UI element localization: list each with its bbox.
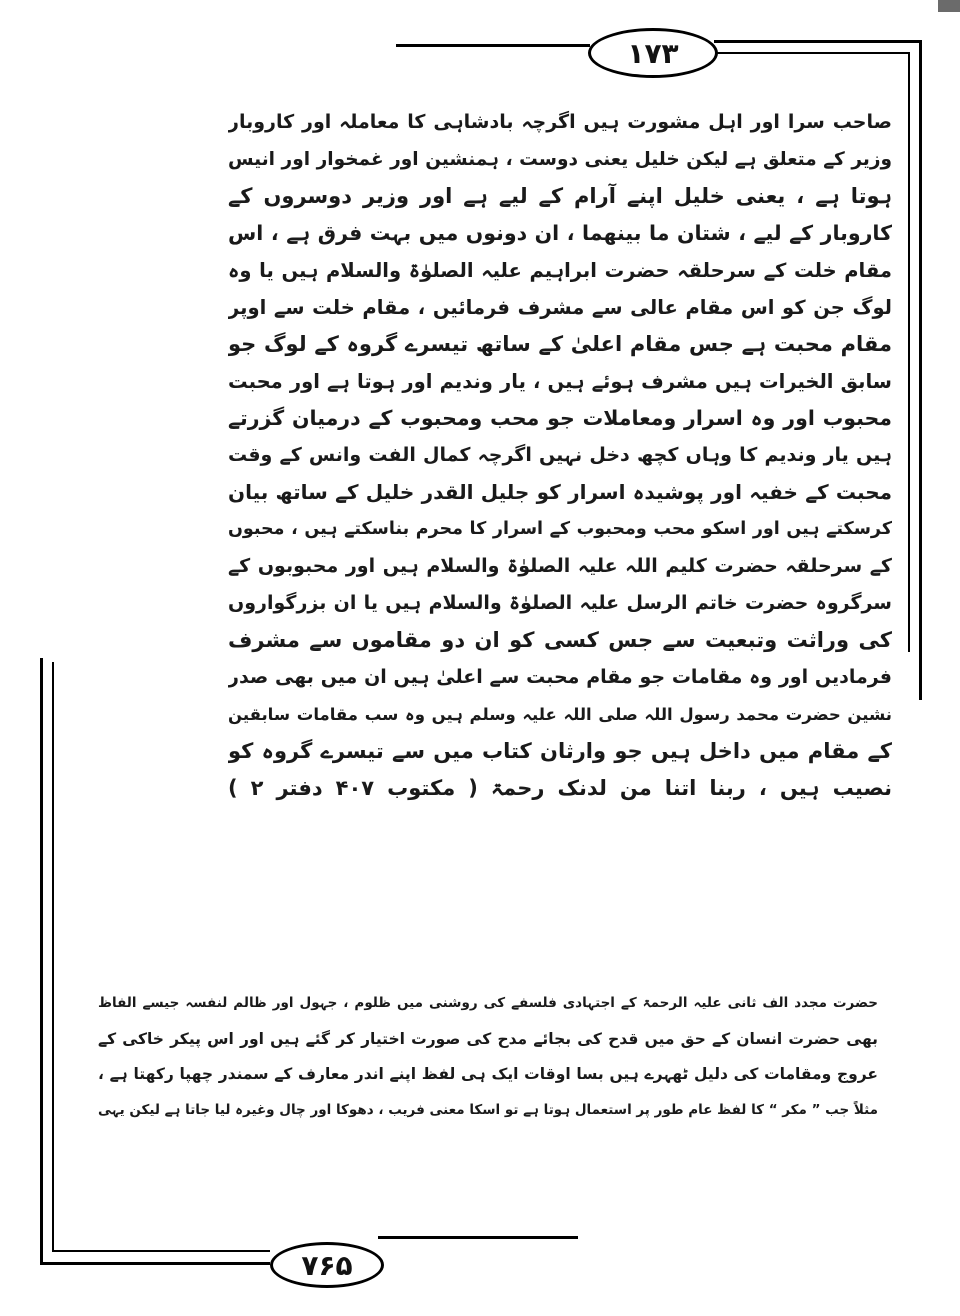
- text-line: مثلاً جب ” مکر “ کا لفظ عام طور پر استعمال ہوتا ہے تو اسکا معنی فریب ، دھوکا اور چال وغیرہ لیا جاتا ہے لیکن یہی: [98, 1101, 878, 1118]
- text-line: سابق الخیرات ہیں مشرف ہوئے ہیں ، یار وندیم اور ہوتا ہے اور محبت: [228, 370, 892, 393]
- text-line: محبوب اور وہ اسرار ومعاملات جو محب ومحبوب کے درمیان گزرتے: [228, 406, 892, 430]
- upper-text-block: [228, 104, 892, 807]
- text-line: مقام خلت کے سرحلقہ حضرت ابراہیم علیہ الصلوٰۃ والسلام ہیں یا وہ: [228, 259, 892, 282]
- text-line: کی وراثت وتبعیت سے جس کسی کو ان دو مقاموں سے مشرف: [228, 628, 892, 652]
- text-line: صاحب سرا اور اہل مشورت ہیں اگرچہ بادشاہی کا معاملہ اور کاروبار: [228, 111, 892, 133]
- text-line: وزیر کے متعلق ہے لیکن خلیل یعنی دوست ، ہمنشین اور غمخوار اور انیس: [228, 149, 892, 170]
- text-line: عروج ومقامات کی دلیل ٹھہرے ہیں بسا اوقات ایک ہی لفظ اپنے اندر معارف کے سمندر چھپا رکھتا ہے ،: [98, 1065, 878, 1083]
- text-line: ہوتا ہے ، یعنی خلیل اپنے آرام کے لیے ہے اور وزیر دوسروں کے: [228, 184, 892, 208]
- text-line: محبت کے خفیہ اور پوشیدہ اسرار کو جلیل القدر خلیل کے ساتھ بیان: [228, 480, 892, 504]
- text-line: ہیں یار وندیم کا وہاں کچھ دخل نہیں اگرچہ کمال الفت وانس کے وقت: [228, 444, 892, 466]
- text-line: کاروبار کے لیے ، شتان ما بینھما ، ان دونوں میں بہت فرق ہے ، اس: [228, 221, 892, 245]
- scan-corner-mark: [938, 0, 960, 12]
- text-line: سرگروہ حضرت خاتم الرسل علیہ الصلوٰۃ والسلام ہیں یا ان بزرگواروں: [228, 592, 892, 614]
- text-line: لوگ جن کو اس مقام عالی سے مشرف فرمائیں ، مقام خلت سے اوپر: [228, 296, 892, 319]
- text-line: کرسکتے ہیں اور اسکو محب ومحبوب کے اسرار کا محرم بناسکتے ہیں ، محبوں: [228, 519, 892, 539]
- text-line: کے سرحلقہ حضرت کلیم اللہ علیہ الصلوٰۃ والسلام ہیں اور محبوبوں کے: [228, 555, 892, 577]
- citation-line: نصیب ہیں ، ربنا اتنا من لدنک رحمۃ ( مکتوب ۴۰۷ دفتر ۲ ): [228, 776, 892, 800]
- lower-text-block: [98, 986, 878, 1128]
- text-line: کے مقام میں داخل ہیں جو وارثان کتاب میں سے تیسرے گروہ کو: [228, 739, 892, 763]
- text-line: بھی حضرت انسان کے حق میں قدح کی بجائے مدح کی صورت اختیار کر گئے ہیں اور اس پیکر خاکی کے: [98, 1029, 878, 1048]
- page-number-top: ۱۷۳: [588, 28, 718, 78]
- text-line: مقام محبت ہے جس مقام اعلیٰ کے ساتھ تیسرے گروہ کے لوگ جو: [228, 332, 892, 356]
- page-number-bottom: ۷۶۵: [270, 1242, 384, 1288]
- text-line: فرمادیں اور وہ مقامات جو مقام محبت سے اعلیٰ ہیں ان میں بھی صدر: [228, 666, 892, 688]
- text-line: نشین حضرت محمد رسول اللہ صلی اللہ علیہ وسلم ہیں وہ سب مقامات سابقین: [228, 705, 892, 724]
- text-line: حضرت مجدد الف ثانی علیہ الرحمۃ کے اجتہادی فلسفے کی روشنی میں ظلوم ، جہول اور ظالم لنفسہ جیسے الفاظ: [98, 995, 878, 1011]
